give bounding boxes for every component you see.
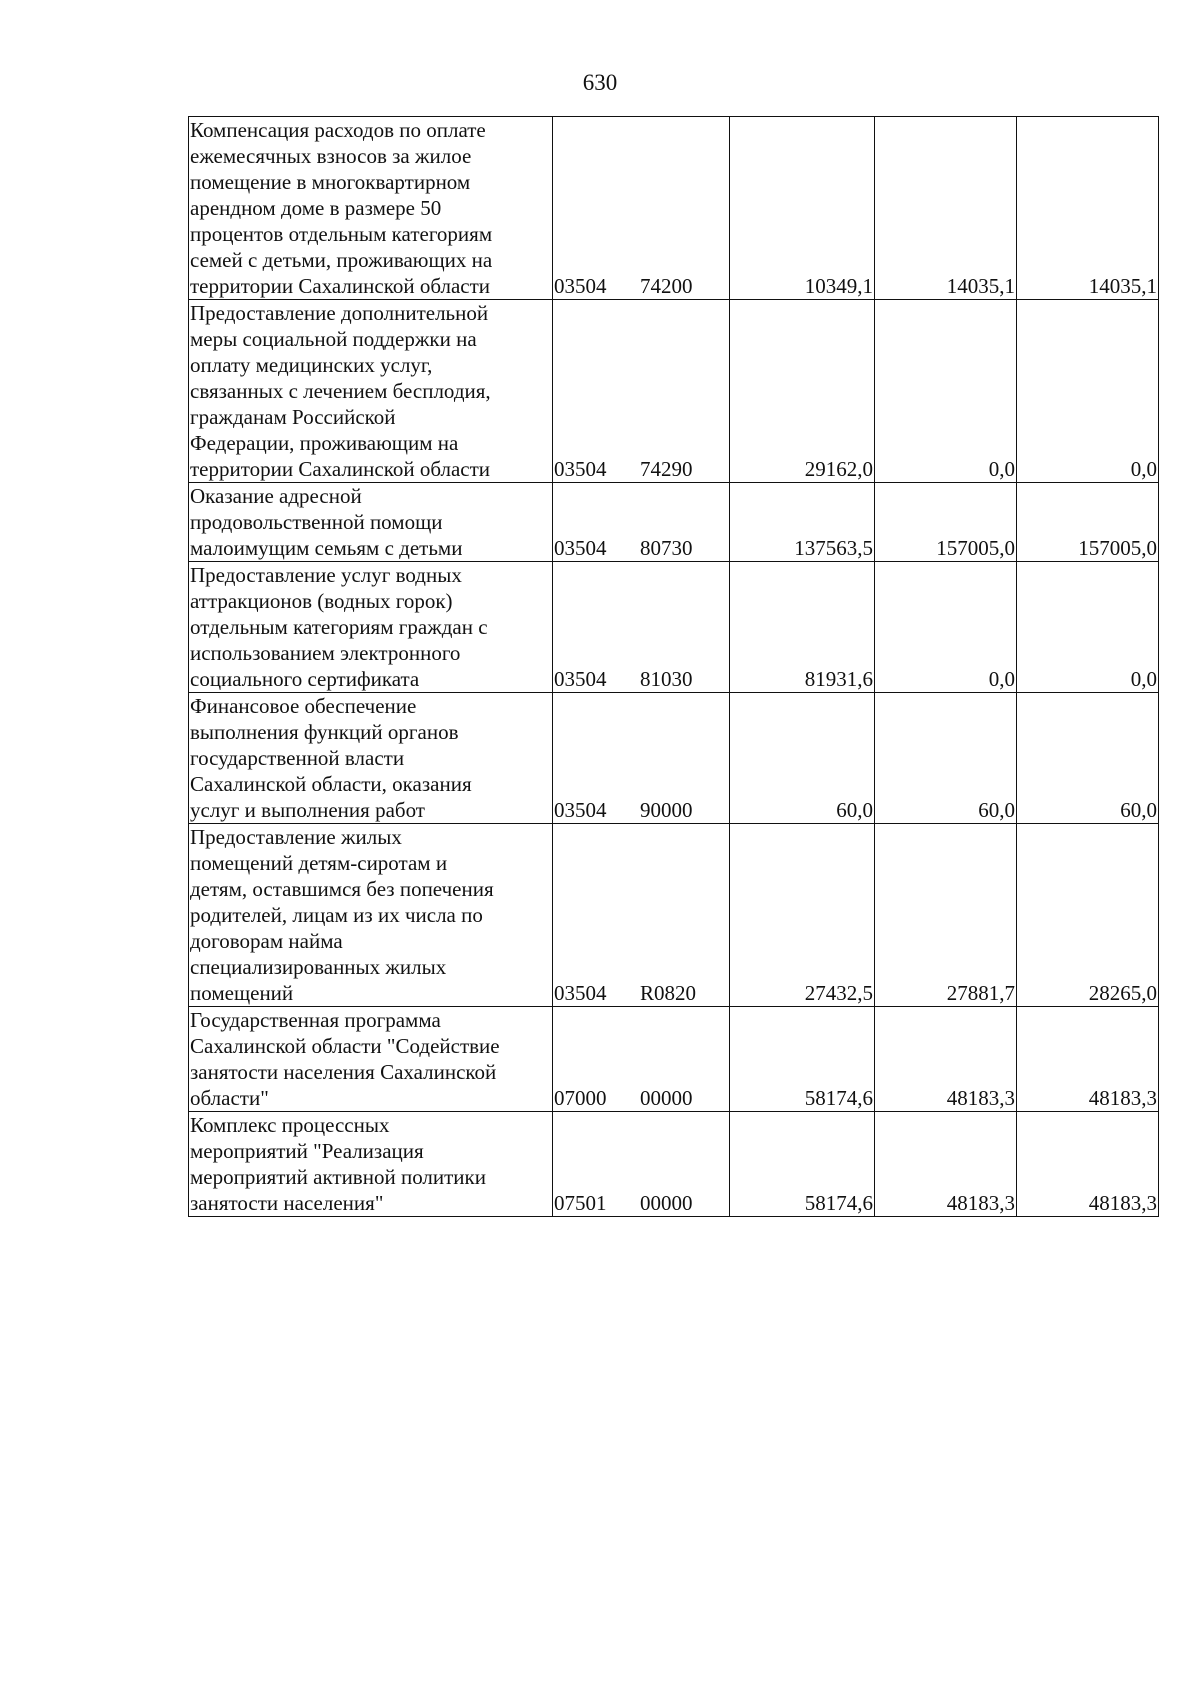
row-name: Компенсация расходов по оплате ежемесячных взносов за жилое помещение в многоквартирном арендном доме в размере 50 процентов отдельным категориям семей с детьми, проживающих на территории Сахалинской области bbox=[189, 117, 553, 300]
value-year-2: 48183,3 bbox=[875, 1112, 1017, 1217]
value-year-2: 0,0 bbox=[875, 562, 1017, 693]
table-row bbox=[189, 824, 1159, 1007]
program-code: 07000 bbox=[554, 1086, 607, 1110]
direction-code: R0820 bbox=[640, 981, 697, 1005]
value-year-2: 157005,0 bbox=[875, 483, 1017, 562]
value-year-1: 29162,0 bbox=[730, 300, 875, 483]
value-year-3: 14035,1 bbox=[1017, 117, 1159, 300]
value-year-1: 10349,1 bbox=[730, 117, 875, 300]
value-year-3: 0,0 bbox=[1017, 562, 1159, 693]
row-name: Государственная программа Сахалинской области "Содействие занятости населения Сахалинской области" bbox=[189, 1007, 553, 1112]
row-codes bbox=[553, 693, 730, 824]
table-row bbox=[189, 300, 1159, 483]
program-code: 03504 bbox=[554, 536, 607, 560]
row-name: Финансовое обеспечение выполнения функций органов государственной власти Сахалинской области, оказания услуг и выполнения работ bbox=[189, 693, 553, 824]
table-row bbox=[189, 1112, 1159, 1217]
value-year-3: 0,0 bbox=[1017, 300, 1159, 483]
value-year-3: 48183,3 bbox=[1017, 1007, 1159, 1112]
direction-code: 81030 bbox=[640, 667, 693, 691]
table-row bbox=[189, 1007, 1159, 1112]
value-year-1: 58174,6 bbox=[730, 1112, 875, 1217]
direction-code: 74200 bbox=[640, 274, 693, 298]
row-name: Предоставление жилых помещений детям-сиротам и детям, оставшимся без попечения родителей, лицам из их числа по договорам найма специализированных жилых помещений bbox=[189, 824, 553, 1007]
program-code: 07501 bbox=[554, 1191, 607, 1215]
value-year-1: 27432,5 bbox=[730, 824, 875, 1007]
table-row bbox=[189, 117, 1159, 300]
budget-table bbox=[188, 116, 1159, 1217]
direction-code: 00000 bbox=[640, 1191, 693, 1215]
table-row bbox=[189, 693, 1159, 824]
table-row bbox=[189, 483, 1159, 562]
value-year-2: 48183,3 bbox=[875, 1007, 1017, 1112]
value-year-1: 137563,5 bbox=[730, 483, 875, 562]
direction-code: 90000 bbox=[640, 798, 693, 822]
row-name: Предоставление услуг водных аттракционов (водных горок) отдельным категориям граждан с использованием электронного социального сертификата bbox=[189, 562, 553, 693]
program-code: 03504 bbox=[554, 457, 607, 481]
row-name: Предоставление дополнительной меры социальной поддержки на оплату медицинских услуг, связанных с лечением бесплодия, гражданам Российской Федерации, проживающим на территории Сахалинской области bbox=[189, 300, 553, 483]
value-year-1: 58174,6 bbox=[730, 1007, 875, 1112]
value-year-3: 60,0 bbox=[1017, 693, 1159, 824]
page-number: 630 bbox=[582, 70, 618, 95]
program-code: 03504 bbox=[554, 274, 607, 298]
row-codes bbox=[553, 300, 730, 483]
program-code: 03504 bbox=[554, 981, 607, 1005]
row-codes bbox=[553, 1112, 730, 1217]
table-row bbox=[189, 562, 1159, 693]
row-codes bbox=[553, 562, 730, 693]
value-year-3: 28265,0 bbox=[1017, 824, 1159, 1007]
value-year-1: 81931,6 bbox=[730, 562, 875, 693]
program-code: 03504 bbox=[554, 798, 607, 822]
value-year-1: 60,0 bbox=[730, 693, 875, 824]
row-codes bbox=[553, 483, 730, 562]
value-year-3: 157005,0 bbox=[1017, 483, 1159, 562]
row-name: Оказание адресной продовольственной помощи малоимущим семьям с детьми bbox=[189, 483, 553, 562]
row-codes bbox=[553, 1007, 730, 1112]
row-codes bbox=[553, 824, 730, 1007]
value-year-2: 60,0 bbox=[875, 693, 1017, 824]
row-codes bbox=[553, 117, 730, 300]
value-year-3: 48183,3 bbox=[1017, 1112, 1159, 1217]
value-year-2: 14035,1 bbox=[875, 117, 1017, 300]
row-name: Комплекс процессных мероприятий "Реализация мероприятий активной политики занятости населения" bbox=[189, 1112, 553, 1217]
direction-code: 80730 bbox=[640, 536, 693, 560]
direction-code: 00000 bbox=[640, 1086, 693, 1110]
program-code: 03504 bbox=[554, 667, 607, 691]
direction-code: 74290 bbox=[640, 457, 693, 481]
value-year-2: 0,0 bbox=[875, 300, 1017, 483]
value-year-2: 27881,7 bbox=[875, 824, 1017, 1007]
